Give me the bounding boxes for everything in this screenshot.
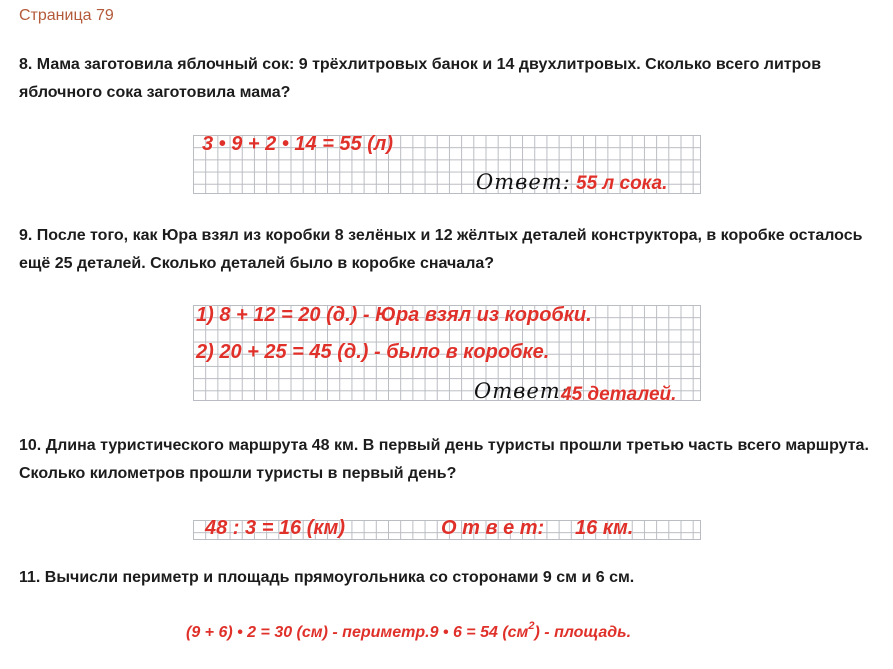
task-10-text: 10. Длина туристического маршрута 48 км. В первый день туристы прошли третью часть всего маршрута. Сколько километров прошли туристы в первый день? — [19, 437, 869, 482]
page-title: Страница 79 — [19, 7, 114, 24]
task-11-area-sup: 2 — [528, 620, 535, 632]
task-8-solution-line: 3 • 9 + 2 • 14 = 55 (л) — [202, 133, 393, 155]
task-9-text: 9. После того, как Юра взял из коробки 8 зелёных и 12 жёлтых деталей конструктора, в коробке осталось ещё 25 деталей. Сколько деталей было в коробке сначала? — [19, 227, 863, 272]
task-11-text: 11. Вычисли периметр и площадь прямоугольника со сторонами 9 см и 6 см. — [19, 569, 635, 586]
task-8-answer: 55 л сока. — [576, 173, 668, 194]
task-9-solution-line-1: 1) 8 + 12 = 20 (д.) - Юра взял из коробки. — [196, 304, 592, 326]
task-9-answer-label: Ответ: — [474, 379, 569, 403]
task-11-perimeter: (9 + 6) • 2 = 30 (см) - периметр. — [186, 624, 430, 641]
task-11-solution — [186, 620, 632, 642]
task-8-text: 8. Мама заготовила яблочный сок: 9 трёхлитровых банок и 14 двухлитровых. Сколько всего литров яблочного сока заготовила мама? — [19, 56, 822, 101]
task-11-area-pre: 9 • 6 = 54 (см — [429, 624, 529, 641]
task-10-solution-line: 48 : 3 = 16 (км) — [205, 517, 345, 539]
task-10-answer: 16 км. — [575, 517, 634, 539]
task-11-area-post: ) - площадь. — [534, 624, 632, 641]
task-9-answer: 45 деталей. — [561, 384, 677, 405]
task-8-answer-label: Ответ: — [476, 170, 571, 194]
task-9-solution-line-2: 2) 20 + 25 = 45 (д.) - было в коробке. — [196, 341, 550, 363]
task-10-answer-label: О т в е т: — [441, 517, 545, 539]
